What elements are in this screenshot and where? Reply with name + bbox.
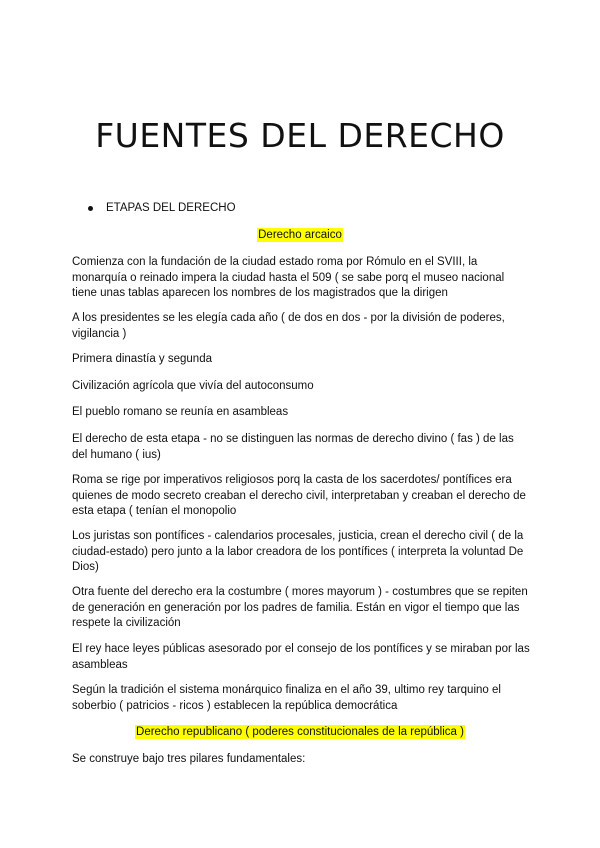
- bullet-item: [88, 202, 236, 214]
- paragraph: A los presidentes se les elegía cada año ( de dos en dos - por la división de poderes, vigilancia ): [72, 312, 505, 340]
- paragraph: El pueblo romano se reunía en asambleas: [72, 406, 289, 418]
- page-title: FUENTES DEL DERECHO: [95, 116, 505, 155]
- highlighted-heading: Derecho republicano ( poderes constitucionales de la república ): [136, 726, 464, 738]
- paragraph: Roma se rige por imperativos religiosos porq la casta de los sacerdotes/ pontífices era quienes de modo secreto creaban el derecho civil, interpretaban y creaban el derecho de esta etapa ( tenían el monopolio: [72, 474, 526, 517]
- paragraph: El derecho de esta etapa - no se distinguen las normas de derecho divino ( fas ) de las del humano ( ius): [72, 433, 514, 461]
- paragraph: El rey hace leyes públicas asesorado por el consejo de los pontífices y se miraban por las asambleas: [72, 643, 530, 671]
- paragraph: Se construye bajo tres pilares fundamentales:: [72, 753, 306, 765]
- paragraph: Según la tradición el sistema monárquico finaliza en el año 39, ultimo rey tarquino el soberbio ( patricios - ricos ) establecen la república democrática: [72, 684, 501, 712]
- bullet-text: ETAPAS DEL DERECHO: [106, 202, 236, 214]
- paragraph: Primera dinastía y segunda: [72, 353, 212, 365]
- paragraph: Los juristas son pontífices - calendarios procesales, justicia, crean el derecho civil ( de la ciudad-estado) pero junto a la labor creadora de los pontífices ( interpreta la voluntad De Dios): [72, 530, 524, 573]
- section-heading-arcaico: [0, 229, 600, 241]
- section-heading-republicano: [0, 726, 600, 738]
- highlighted-heading: Derecho arcaico: [258, 229, 342, 241]
- paragraph: Otra fuente del derecho era la costumbre ( mores mayorum ) - costumbres que se repiten de generación en generación por los padres de familia. Están en vigor el tiempo que las respete la civilización: [72, 586, 528, 629]
- paragraph: Civilización agrícola que vivía del autoconsumo: [72, 380, 314, 392]
- bullet-dot-icon: [88, 206, 93, 211]
- paragraph: Comienza con la fundación de la ciudad estado roma por Rómulo en el SVIII, la monarquía o reinado impera la ciudad hasta el 509 ( se sabe porq el museo nacional tiene unas tablas aparecen los nombres de los magistrados que la dirigen: [72, 256, 505, 299]
